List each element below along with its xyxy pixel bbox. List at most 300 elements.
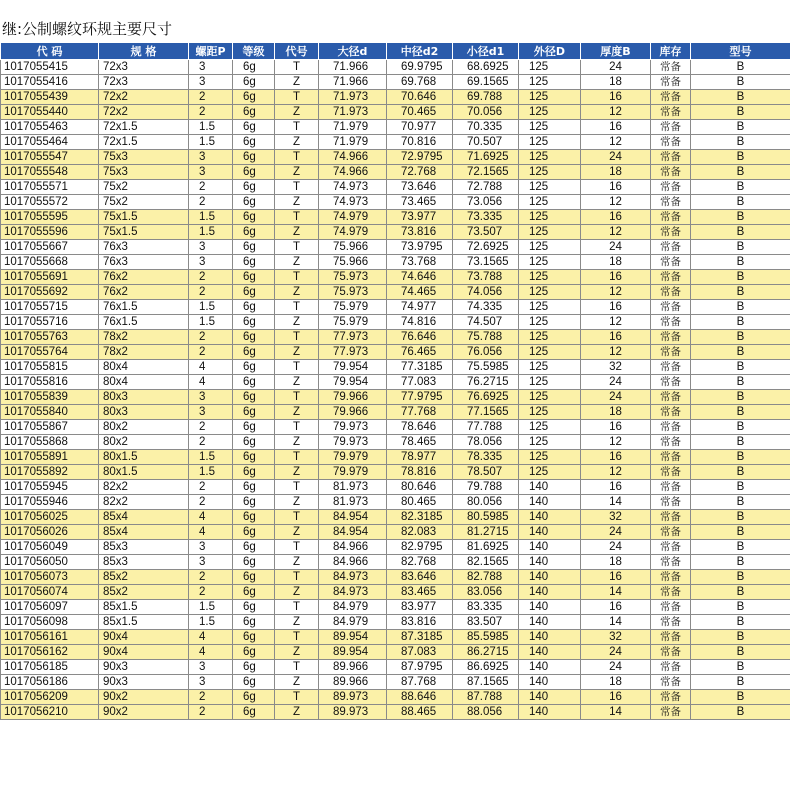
cell-outer-diameter: 125 xyxy=(519,465,581,480)
cell-pitch-diameter: 76.646 xyxy=(387,330,453,345)
cell-thickness: 18 xyxy=(581,405,651,420)
cell-outer-diameter: 125 xyxy=(519,90,581,105)
cell-pitch-diameter: 83.977 xyxy=(387,600,453,615)
cell-outer-diameter: 140 xyxy=(519,600,581,615)
cell-pitch-diameter: 77.3185 xyxy=(387,360,453,375)
cell-outer-diameter: 140 xyxy=(519,660,581,675)
cell-grade: 6g xyxy=(233,270,275,285)
cell-stock: 常备 xyxy=(651,405,691,420)
cell-outer-diameter: 140 xyxy=(519,540,581,555)
cell-grade: 6g xyxy=(233,615,275,630)
cell-grade: 6g xyxy=(233,540,275,555)
cell-code: 1017055415 xyxy=(1,60,99,75)
table-body xyxy=(1,60,790,720)
cell-major-diameter: 71.973 xyxy=(319,105,387,120)
cell-spec: 85x2 xyxy=(99,570,189,585)
cell-type: B xyxy=(691,150,790,165)
cell-pitch-diameter: 76.465 xyxy=(387,345,453,360)
cell-spec: 85x3 xyxy=(99,555,189,570)
cell-minor-diameter: 69.1565 xyxy=(453,75,519,90)
cell-spec: 76x2 xyxy=(99,270,189,285)
cell-type: B xyxy=(691,360,790,375)
cell-minor-diameter: 72.6925 xyxy=(453,240,519,255)
cell-code: 1017056073 xyxy=(1,570,99,585)
cell-type: B xyxy=(691,165,790,180)
cell-stock: 常备 xyxy=(651,270,691,285)
cell-minor-diameter: 73.1565 xyxy=(453,255,519,270)
cell-grade: 6g xyxy=(233,105,275,120)
cell-pitch-diameter: 74.977 xyxy=(387,300,453,315)
cell-stock: 常备 xyxy=(651,630,691,645)
cell-pitch-diameter: 72.768 xyxy=(387,165,453,180)
column-header-type: 型号 xyxy=(691,43,790,60)
cell-thickness: 18 xyxy=(581,675,651,690)
cell-pitch-diameter: 82.3185 xyxy=(387,510,453,525)
cell-symbol: T xyxy=(275,330,319,345)
cell-major-diameter: 74.966 xyxy=(319,150,387,165)
cell-major-diameter: 79.966 xyxy=(319,405,387,420)
cell-type: B xyxy=(691,510,790,525)
cell-symbol: Z xyxy=(275,315,319,330)
cell-outer-diameter: 125 xyxy=(519,120,581,135)
table-row xyxy=(1,435,790,450)
cell-major-diameter: 81.973 xyxy=(319,480,387,495)
cell-pitch-diameter: 74.646 xyxy=(387,270,453,285)
cell-minor-diameter: 72.788 xyxy=(453,180,519,195)
cell-grade: 6g xyxy=(233,450,275,465)
cell-stock: 常备 xyxy=(651,120,691,135)
cell-spec: 72x2 xyxy=(99,105,189,120)
column-header-outer-diameter: 外径D xyxy=(519,43,581,60)
table-row xyxy=(1,60,790,75)
cell-pitch-diameter: 70.465 xyxy=(387,105,453,120)
cell-thickness: 24 xyxy=(581,645,651,660)
cell-symbol: T xyxy=(275,690,319,705)
cell-minor-diameter: 82.788 xyxy=(453,570,519,585)
cell-grade: 6g xyxy=(233,315,275,330)
cell-minor-diameter: 74.335 xyxy=(453,300,519,315)
cell-grade: 6g xyxy=(233,345,275,360)
cell-minor-diameter: 73.335 xyxy=(453,210,519,225)
cell-spec: 90x2 xyxy=(99,705,189,720)
cell-code: 1017055440 xyxy=(1,105,99,120)
table-row xyxy=(1,675,790,690)
cell-spec: 90x4 xyxy=(99,645,189,660)
cell-code: 1017055416 xyxy=(1,75,99,90)
column-header-symbol: 代号 xyxy=(275,43,319,60)
cell-thickness: 12 xyxy=(581,135,651,150)
cell-grade: 6g xyxy=(233,495,275,510)
cell-pitch-diameter: 70.977 xyxy=(387,120,453,135)
cell-outer-diameter: 140 xyxy=(519,615,581,630)
cell-thickness: 12 xyxy=(581,285,651,300)
cell-symbol: T xyxy=(275,450,319,465)
cell-symbol: T xyxy=(275,630,319,645)
cell-spec: 75x3 xyxy=(99,150,189,165)
cell-pitch-diameter: 87.083 xyxy=(387,645,453,660)
table-row xyxy=(1,690,790,705)
cell-thickness: 16 xyxy=(581,690,651,705)
cell-thickness: 14 xyxy=(581,585,651,600)
cell-major-diameter: 81.973 xyxy=(319,495,387,510)
cell-thickness: 24 xyxy=(581,240,651,255)
cell-thickness: 16 xyxy=(581,450,651,465)
cell-thickness: 32 xyxy=(581,360,651,375)
cell-thickness: 18 xyxy=(581,75,651,90)
cell-minor-diameter: 77.1565 xyxy=(453,405,519,420)
cell-code: 1017055547 xyxy=(1,150,99,165)
cell-stock: 常备 xyxy=(651,540,691,555)
cell-symbol: T xyxy=(275,360,319,375)
cell-minor-diameter: 81.2715 xyxy=(453,525,519,540)
cell-type: B xyxy=(691,630,790,645)
cell-outer-diameter: 125 xyxy=(519,375,581,390)
cell-pitch: 2 xyxy=(189,585,233,600)
table-row xyxy=(1,630,790,645)
cell-outer-diameter: 125 xyxy=(519,315,581,330)
cell-minor-diameter: 80.056 xyxy=(453,495,519,510)
cell-pitch-diameter: 88.646 xyxy=(387,690,453,705)
cell-outer-diameter: 125 xyxy=(519,360,581,375)
cell-spec: 80x2 xyxy=(99,435,189,450)
cell-thickness: 14 xyxy=(581,495,651,510)
cell-thickness: 12 xyxy=(581,105,651,120)
cell-symbol: Z xyxy=(275,435,319,450)
cell-pitch: 3 xyxy=(189,60,233,75)
table-row xyxy=(1,585,790,600)
cell-pitch-diameter: 70.646 xyxy=(387,90,453,105)
cell-grade: 6g xyxy=(233,660,275,675)
cell-pitch-diameter: 74.816 xyxy=(387,315,453,330)
cell-thickness: 18 xyxy=(581,165,651,180)
column-header-major-diameter: 大径d xyxy=(319,43,387,60)
cell-code: 1017055439 xyxy=(1,90,99,105)
cell-stock: 常备 xyxy=(651,675,691,690)
cell-spec: 72x3 xyxy=(99,60,189,75)
cell-code: 1017055596 xyxy=(1,225,99,240)
cell-spec: 82x2 xyxy=(99,495,189,510)
cell-spec: 72x3 xyxy=(99,75,189,90)
cell-thickness: 16 xyxy=(581,420,651,435)
cell-major-diameter: 74.979 xyxy=(319,225,387,240)
cell-type: B xyxy=(691,285,790,300)
cell-pitch-diameter: 77.768 xyxy=(387,405,453,420)
cell-pitch-diameter: 73.977 xyxy=(387,210,453,225)
cell-outer-diameter: 125 xyxy=(519,405,581,420)
cell-spec: 72x2 xyxy=(99,90,189,105)
cell-outer-diameter: 125 xyxy=(519,330,581,345)
cell-stock: 常备 xyxy=(651,135,691,150)
cell-symbol: T xyxy=(275,480,319,495)
cell-spec: 72x1.5 xyxy=(99,135,189,150)
table-row xyxy=(1,90,790,105)
table-row xyxy=(1,420,790,435)
cell-grade: 6g xyxy=(233,60,275,75)
cell-stock: 常备 xyxy=(651,345,691,360)
cell-symbol: Z xyxy=(275,525,319,540)
cell-pitch: 1.5 xyxy=(189,615,233,630)
cell-pitch-diameter: 82.083 xyxy=(387,525,453,540)
cell-type: B xyxy=(691,555,790,570)
cell-pitch: 1.5 xyxy=(189,465,233,480)
cell-grade: 6g xyxy=(233,585,275,600)
cell-spec: 85x1.5 xyxy=(99,600,189,615)
cell-major-diameter: 71.979 xyxy=(319,120,387,135)
column-header-spec: 规 格 xyxy=(99,43,189,60)
column-header-stock: 库存 xyxy=(651,43,691,60)
cell-stock: 常备 xyxy=(651,60,691,75)
cell-grade: 6g xyxy=(233,600,275,615)
cell-thickness: 12 xyxy=(581,345,651,360)
cell-outer-diameter: 125 xyxy=(519,435,581,450)
cell-thickness: 16 xyxy=(581,330,651,345)
cell-thickness: 32 xyxy=(581,510,651,525)
cell-stock: 常备 xyxy=(651,690,691,705)
cell-grade: 6g xyxy=(233,165,275,180)
cell-pitch-diameter: 80.465 xyxy=(387,495,453,510)
cell-grade: 6g xyxy=(233,90,275,105)
cell-grade: 6g xyxy=(233,255,275,270)
cell-outer-diameter: 140 xyxy=(519,645,581,660)
cell-major-diameter: 71.979 xyxy=(319,135,387,150)
cell-pitch: 3 xyxy=(189,240,233,255)
cell-major-diameter: 89.973 xyxy=(319,690,387,705)
cell-spec: 75x1.5 xyxy=(99,210,189,225)
cell-thickness: 12 xyxy=(581,225,651,240)
cell-grade: 6g xyxy=(233,75,275,90)
table-row xyxy=(1,345,790,360)
table-row xyxy=(1,300,790,315)
cell-pitch: 3 xyxy=(189,540,233,555)
cell-symbol: T xyxy=(275,570,319,585)
cell-code: 1017056050 xyxy=(1,555,99,570)
cell-thickness: 16 xyxy=(581,300,651,315)
cell-major-diameter: 79.966 xyxy=(319,390,387,405)
table-row xyxy=(1,315,790,330)
cell-symbol: T xyxy=(275,90,319,105)
cell-type: B xyxy=(691,390,790,405)
cell-code: 1017055868 xyxy=(1,435,99,450)
cell-outer-diameter: 140 xyxy=(519,555,581,570)
cell-outer-diameter: 125 xyxy=(519,225,581,240)
cell-stock: 常备 xyxy=(651,150,691,165)
cell-minor-diameter: 87.1565 xyxy=(453,675,519,690)
cell-code: 1017055716 xyxy=(1,315,99,330)
cell-major-diameter: 84.979 xyxy=(319,615,387,630)
cell-pitch: 4 xyxy=(189,525,233,540)
cell-stock: 常备 xyxy=(651,390,691,405)
cell-major-diameter: 79.973 xyxy=(319,420,387,435)
cell-type: B xyxy=(691,75,790,90)
cell-pitch: 3 xyxy=(189,405,233,420)
cell-symbol: T xyxy=(275,510,319,525)
cell-minor-diameter: 72.1565 xyxy=(453,165,519,180)
cell-outer-diameter: 125 xyxy=(519,270,581,285)
cell-major-diameter: 75.979 xyxy=(319,300,387,315)
cell-symbol: T xyxy=(275,420,319,435)
cell-code: 1017056161 xyxy=(1,630,99,645)
cell-type: B xyxy=(691,210,790,225)
cell-major-diameter: 79.954 xyxy=(319,375,387,390)
cell-spec: 76x3 xyxy=(99,240,189,255)
cell-pitch: 4 xyxy=(189,375,233,390)
cell-spec: 90x2 xyxy=(99,690,189,705)
cell-code: 1017056186 xyxy=(1,675,99,690)
cell-pitch-diameter: 78.646 xyxy=(387,420,453,435)
cell-pitch: 2 xyxy=(189,495,233,510)
cell-pitch-diameter: 83.646 xyxy=(387,570,453,585)
cell-thickness: 16 xyxy=(581,210,651,225)
cell-thickness: 14 xyxy=(581,615,651,630)
cell-code: 1017055764 xyxy=(1,345,99,360)
cell-major-diameter: 79.954 xyxy=(319,360,387,375)
cell-minor-diameter: 78.507 xyxy=(453,465,519,480)
cell-minor-diameter: 77.788 xyxy=(453,420,519,435)
cell-spec: 85x2 xyxy=(99,585,189,600)
header-row xyxy=(1,43,790,60)
cell-thickness: 16 xyxy=(581,90,651,105)
cell-pitch: 1.5 xyxy=(189,300,233,315)
cell-stock: 常备 xyxy=(651,90,691,105)
cell-stock: 常备 xyxy=(651,225,691,240)
cell-type: B xyxy=(691,195,790,210)
cell-stock: 常备 xyxy=(651,645,691,660)
cell-spec: 76x1.5 xyxy=(99,315,189,330)
cell-grade: 6g xyxy=(233,645,275,660)
cell-type: B xyxy=(691,705,790,720)
cell-spec: 78x2 xyxy=(99,345,189,360)
cell-symbol: Z xyxy=(275,375,319,390)
cell-type: B xyxy=(691,315,790,330)
cell-grade: 6g xyxy=(233,180,275,195)
cell-spec: 80x2 xyxy=(99,420,189,435)
cell-code: 1017056162 xyxy=(1,645,99,660)
cell-pitch: 2 xyxy=(189,330,233,345)
cell-minor-diameter: 74.056 xyxy=(453,285,519,300)
cell-code: 1017055691 xyxy=(1,270,99,285)
cell-symbol: T xyxy=(275,270,319,285)
cell-pitch: 1.5 xyxy=(189,315,233,330)
cell-symbol: Z xyxy=(275,225,319,240)
cell-stock: 常备 xyxy=(651,435,691,450)
cell-stock: 常备 xyxy=(651,660,691,675)
cell-grade: 6g xyxy=(233,300,275,315)
cell-pitch: 2 xyxy=(189,90,233,105)
cell-type: B xyxy=(691,540,790,555)
cell-minor-diameter: 85.5985 xyxy=(453,630,519,645)
cell-pitch: 3 xyxy=(189,150,233,165)
cell-thickness: 16 xyxy=(581,480,651,495)
cell-code: 1017055840 xyxy=(1,405,99,420)
cell-pitch: 1.5 xyxy=(189,600,233,615)
column-header-grade: 等级 xyxy=(233,43,275,60)
cell-thickness: 32 xyxy=(581,630,651,645)
cell-symbol: Z xyxy=(275,255,319,270)
cell-symbol: T xyxy=(275,60,319,75)
cell-spec: 80x1.5 xyxy=(99,450,189,465)
cell-symbol: Z xyxy=(275,285,319,300)
table-row xyxy=(1,75,790,90)
cell-grade: 6g xyxy=(233,480,275,495)
cell-major-diameter: 71.973 xyxy=(319,90,387,105)
cell-pitch-diameter: 70.816 xyxy=(387,135,453,150)
cell-symbol: Z xyxy=(275,345,319,360)
cell-code: 1017056074 xyxy=(1,585,99,600)
cell-stock: 常备 xyxy=(651,615,691,630)
cell-major-diameter: 84.966 xyxy=(319,540,387,555)
cell-code: 1017055815 xyxy=(1,360,99,375)
cell-spec: 80x1.5 xyxy=(99,465,189,480)
table-row xyxy=(1,285,790,300)
cell-outer-diameter: 125 xyxy=(519,255,581,270)
cell-major-diameter: 89.973 xyxy=(319,705,387,720)
cell-stock: 常备 xyxy=(651,255,691,270)
cell-code: 1017055945 xyxy=(1,480,99,495)
cell-thickness: 24 xyxy=(581,60,651,75)
table-row xyxy=(1,255,790,270)
cell-minor-diameter: 78.056 xyxy=(453,435,519,450)
cell-type: B xyxy=(691,270,790,285)
cell-minor-diameter: 83.507 xyxy=(453,615,519,630)
cell-major-diameter: 84.954 xyxy=(319,525,387,540)
cell-thickness: 16 xyxy=(581,600,651,615)
cell-major-diameter: 75.966 xyxy=(319,255,387,270)
cell-type: B xyxy=(691,345,790,360)
cell-pitch: 2 xyxy=(189,705,233,720)
cell-pitch: 2 xyxy=(189,195,233,210)
cell-minor-diameter: 76.056 xyxy=(453,345,519,360)
cell-type: B xyxy=(691,480,790,495)
table-row xyxy=(1,600,790,615)
cell-thickness: 12 xyxy=(581,195,651,210)
cell-outer-diameter: 140 xyxy=(519,675,581,690)
cell-spec: 78x2 xyxy=(99,330,189,345)
cell-pitch: 1.5 xyxy=(189,210,233,225)
table-row xyxy=(1,645,790,660)
cell-type: B xyxy=(691,300,790,315)
table-row xyxy=(1,555,790,570)
cell-code: 1017055946 xyxy=(1,495,99,510)
cell-spec: 80x4 xyxy=(99,360,189,375)
cell-thickness: 18 xyxy=(581,555,651,570)
cell-code: 1017056185 xyxy=(1,660,99,675)
cell-grade: 6g xyxy=(233,435,275,450)
cell-type: B xyxy=(691,90,790,105)
cell-stock: 常备 xyxy=(651,195,691,210)
cell-spec: 90x3 xyxy=(99,660,189,675)
table-row xyxy=(1,495,790,510)
table-row xyxy=(1,615,790,630)
table-row xyxy=(1,210,790,225)
table-row xyxy=(1,525,790,540)
table-row xyxy=(1,165,790,180)
cell-code: 1017055692 xyxy=(1,285,99,300)
cell-stock: 常备 xyxy=(651,510,691,525)
cell-type: B xyxy=(691,420,790,435)
cell-pitch: 3 xyxy=(189,555,233,570)
table-row xyxy=(1,375,790,390)
cell-thickness: 24 xyxy=(581,660,651,675)
cell-spec: 85x3 xyxy=(99,540,189,555)
cell-stock: 常备 xyxy=(651,555,691,570)
cell-outer-diameter: 140 xyxy=(519,525,581,540)
cell-pitch-diameter: 74.465 xyxy=(387,285,453,300)
cell-stock: 常备 xyxy=(651,570,691,585)
cell-grade: 6g xyxy=(233,150,275,165)
cell-type: B xyxy=(691,405,790,420)
cell-type: B xyxy=(691,120,790,135)
cell-type: B xyxy=(691,645,790,660)
